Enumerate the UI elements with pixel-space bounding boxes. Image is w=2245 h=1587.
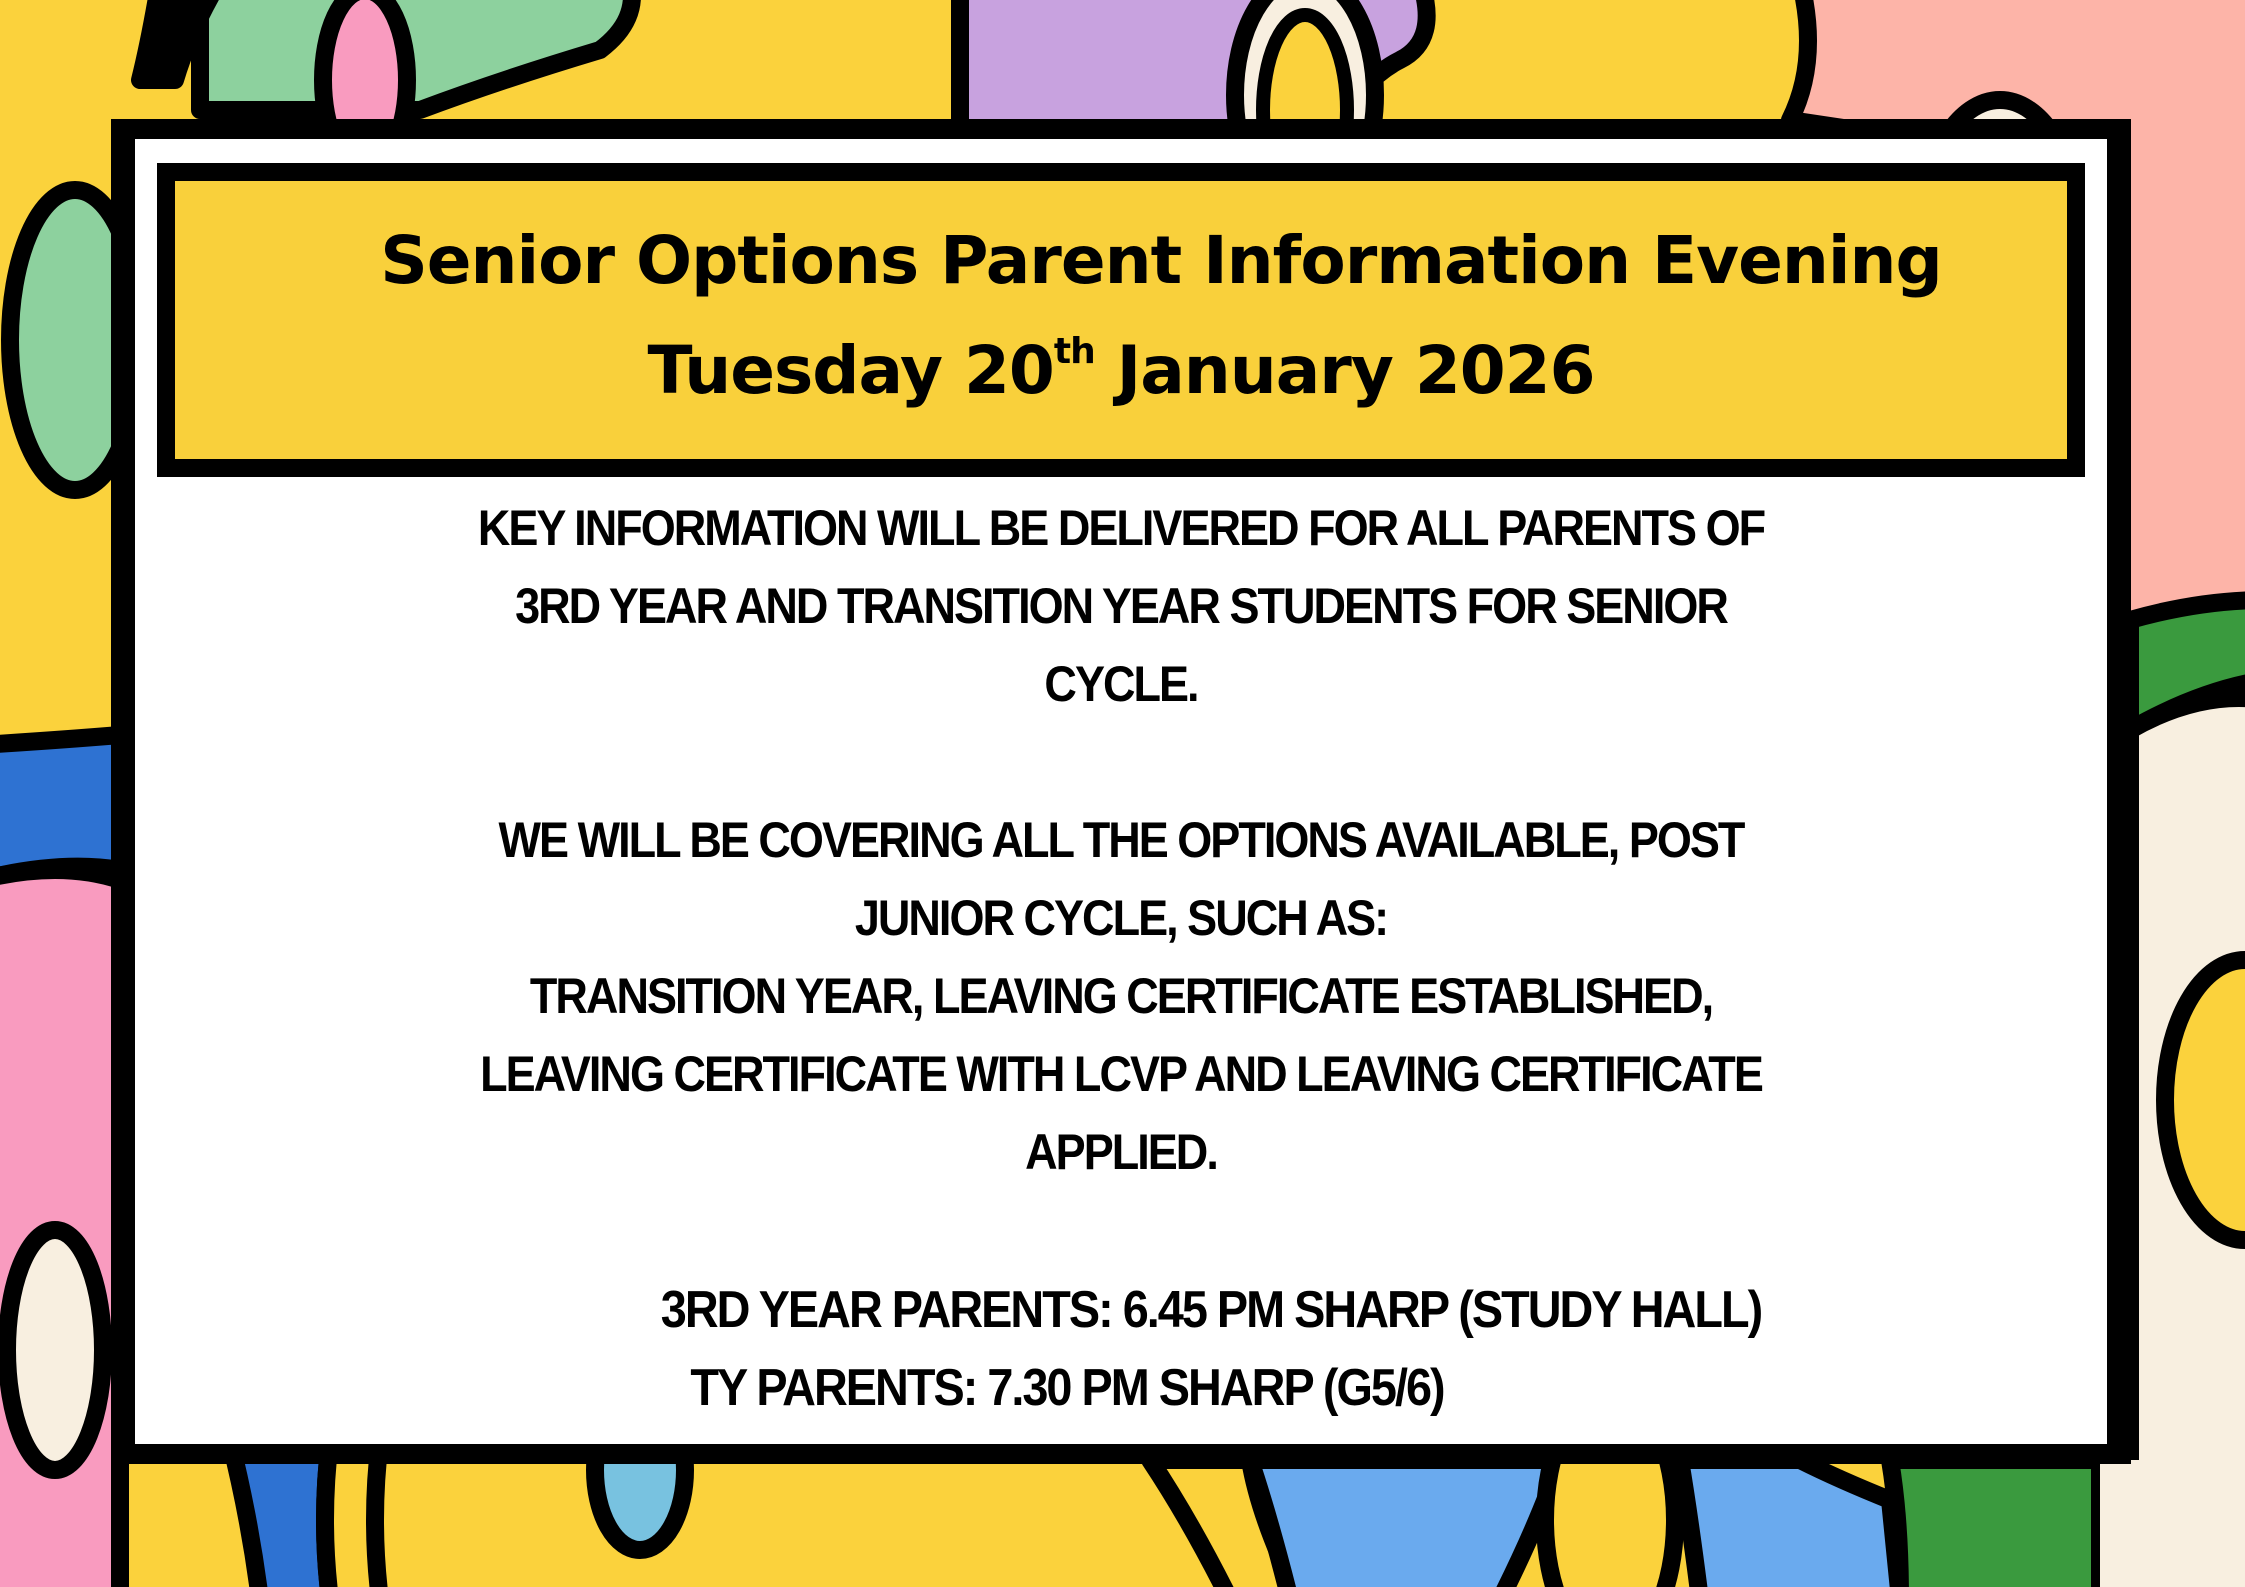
intro-line: KEY INFORMATION WILL BE DELIVERED FOR ALL PARENTS OF — [477, 500, 1765, 556]
event-date-rest: January 2026 — [1094, 332, 1595, 409]
event-date-suffix: th — [1053, 331, 1095, 372]
options-line: JUNIOR CYCLE, SUCH AS: — [854, 890, 1388, 946]
poster-panel — [135, 139, 2107, 1444]
session-times — [234, 1271, 2009, 1427]
event-date — [647, 317, 1594, 425]
options-line: APPLIED. — [1025, 1124, 1217, 1180]
intro-paragraph — [234, 489, 2009, 1191]
title-banner — [157, 163, 2085, 477]
session-3rd-year: 3RD YEAR PARENTS: 6.45 PM SHARP (STUDY HALL) — [660, 1281, 1762, 1339]
title-banner-fill — [175, 181, 2067, 459]
intro-line: 3RD YEAR AND TRANSITION YEAR STUDENTS FOR SENIOR — [515, 578, 1727, 634]
poster-frame — [111, 119, 2131, 1464]
options-line: TRANSITION YEAR, LEAVING CERTIFICATE ESTABLISHED, — [529, 968, 1713, 1024]
options-line: LEAVING CERTIFICATE WITH LCVP AND LEAVING CERTIFICATE — [480, 1046, 1762, 1102]
options-line: WE WILL BE COVERING ALL THE OPTIONS AVAILABLE, POST — [498, 812, 1744, 868]
intro-line: CYCLE. — [1044, 656, 1198, 712]
event-title: Senior Options Parent Information Evening — [380, 222, 1942, 299]
poster-body — [135, 489, 2107, 1427]
session-ty: TY PARENTS: 7.30 PM SHARP (G5/6) — [690, 1359, 1444, 1417]
event-date-day: Tuesday 20 — [647, 332, 1054, 409]
